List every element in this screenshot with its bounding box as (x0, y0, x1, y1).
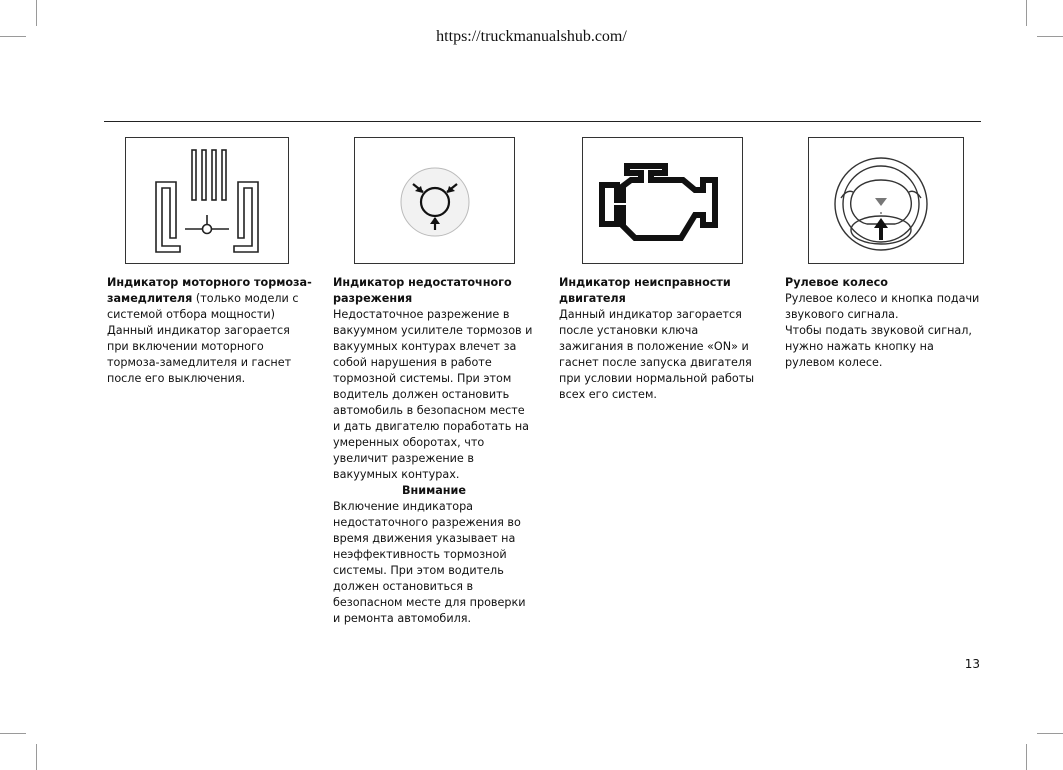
low-vacuum-icon (355, 138, 514, 263)
warning-heading: Внимание (402, 484, 466, 497)
figure-check-engine (582, 137, 743, 264)
check-engine-body: Данный индикатор загорается после установки ключа зажигания в положение «ON» и гаснет после запуска двигателя при условии нормальной работы всех его систем. (559, 308, 755, 401)
figure-steering-wheel (808, 137, 964, 264)
check-engine-icon (583, 138, 742, 263)
warning-body: Включение индикатора недостаточного разрежения во время движения указывает на неэффективность тормозной системы. При этом водитель должен остановиться в безопасном месте для проверки и ремонта автомобиля. (333, 500, 526, 625)
low-vacuum-body: Недостаточное разрежение в вакуумном усилителе тормозов и вакуумных контурах влечет за собой нарушения в работе тормозной системы. При этом водитель должен остановить автомобиль в безопасном месте и дать двигателю поработать на умеренных оборотах, что увеличит разрежение в вакуумных контурах. (333, 308, 533, 481)
column-low-vacuum (333, 275, 535, 627)
steering-wheel-body-1: Рулевое колесо и кнопка подачи звукового сигнала. (785, 292, 980, 321)
column-steering-wheel (785, 275, 985, 371)
steering-wheel-body-2: Чтобы подать звуковой сигнал, нужно нажать кнопку на рулевом колесе. (785, 324, 972, 369)
header-rule (104, 121, 981, 122)
engine-brake-title-bold: Индикатор моторного тормоза-замедлителя (107, 276, 312, 305)
engine-brake-title-note: (только модели с системой отбора мощности) (107, 292, 299, 321)
figure-engine-brake (125, 137, 289, 264)
steering-wheel-horn-icon (809, 138, 963, 263)
figure-low-vacuum (354, 137, 515, 264)
crop-mark (1037, 733, 1063, 734)
steering-wheel-title: Рулевое колесо (785, 276, 888, 289)
engine-brake-body: Данный индикатор загорается при включении моторного тормоза-замедлителя и гаснет после его выключения. (107, 324, 292, 385)
crop-mark (1026, 744, 1027, 770)
column-check-engine (559, 275, 764, 403)
crop-mark (36, 744, 37, 770)
engine-brake-retarder-icon (126, 138, 288, 263)
source-url: https://truckmanualshub.com/ (436, 28, 627, 45)
check-engine-title: Индикатор неисправности двигателя (559, 276, 731, 305)
page-number: 13 (964, 657, 980, 671)
column-engine-brake (107, 275, 312, 387)
crop-mark (1026, 0, 1027, 26)
engine-brake-title (107, 275, 312, 323)
crop-mark (36, 0, 37, 26)
low-vacuum-title: Индикатор недостаточного разрежения (333, 276, 512, 305)
crop-mark (0, 733, 26, 734)
